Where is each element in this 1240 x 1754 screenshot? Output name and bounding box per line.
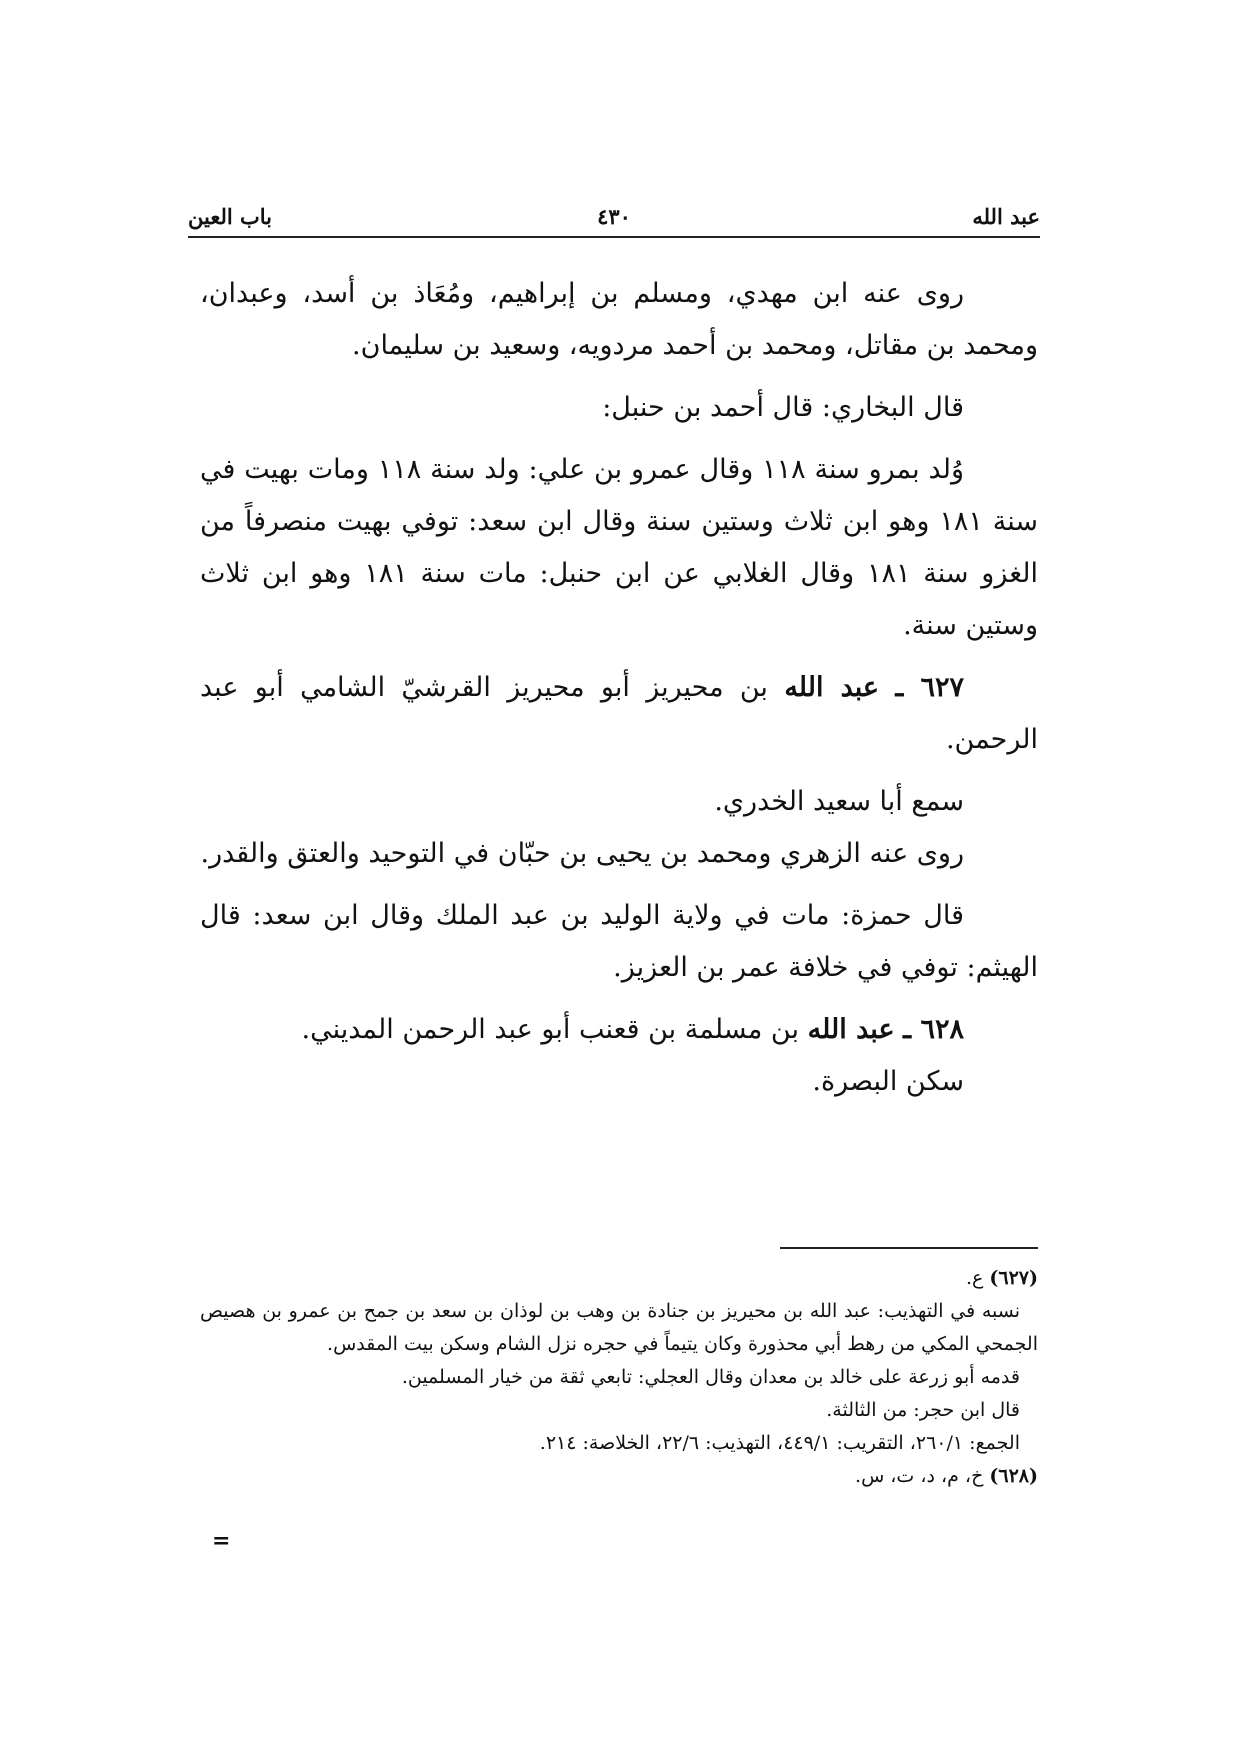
- footnote-ref: (٦٢٨): [989, 1465, 1038, 1487]
- paragraph-narrators: روى عنه ابن مهدي، ومسلم بن إبراهيم، ومُعَاذ بن أسد، وعبدان، ومحمد بن مقاتل، ومحمد بن أحمد مردويه، وسعيد بن سليمان.: [200, 278, 1038, 361]
- page-number: ٤٣٠: [597, 204, 631, 229]
- entry-lineage: بن محيريز أبو محيريز القرشيّ الشامي أبو عبد الرحمن.: [200, 672, 1038, 755]
- paragraph-bukhari-quote: قال البخاري: قال أحمد بن حنبل:: [602, 392, 964, 423]
- paragraph-death-report: قال حمزة: مات في ولاية الوليد بن عبد الملك وقال ابن سعد: قال الهيثم: توفي في خلافة عمر بن العزيز.: [200, 900, 1038, 983]
- header-entry-name: عبد الله: [972, 204, 1040, 229]
- paragraph-residence: سكن البصرة.: [812, 1066, 964, 1097]
- footnote-code: ع.: [965, 1267, 984, 1289]
- continuation-mark: =: [212, 1528, 231, 1554]
- running-header: [188, 202, 1040, 236]
- header-rule: [188, 236, 1040, 238]
- footnote-628-header: [200, 1460, 1038, 1493]
- main-text: [200, 268, 1038, 1108]
- footnote-code: خ، م، د، ت، س.: [855, 1465, 984, 1487]
- entry-name: عبد الله: [784, 672, 880, 703]
- footnotes: [200, 1262, 1038, 1493]
- footnote-rule: [780, 1247, 1038, 1249]
- footnote-627-ibn-hajar: قال ابن حجر: من الثالثة.: [826, 1399, 1020, 1421]
- entry-627: [200, 662, 1038, 766]
- footnote-627-grading: قدمه أبو زرعة على خالد بن معدان وقال العجلي: تابعي ثقة من خيار المسلمين.: [401, 1366, 1020, 1388]
- entry-lineage: بن مسلمة بن قعنب أبو عبد الرحمن المديني.: [301, 1014, 799, 1045]
- paragraph-birth-death: وُلد بمرو سنة ١١٨ وقال عمرو بن علي: ولد سنة ١١٨ ومات بهيت في سنة ١٨١ وهو ابن ثلاث وستين سنة وقال ابن سعد: توفي بهيت منصرفاً من الغزو سنة ١٨١ وقال الغلابي عن ابن حنبل: مات سنة ١٨١ وهو ابن ثلاث وستين سنة.: [200, 454, 1038, 641]
- entry-name: عبد الله: [807, 1014, 895, 1045]
- entry-628: [200, 1004, 1038, 1056]
- footnote-627-header: [200, 1262, 1038, 1295]
- paragraph-heard-from: سمع أبا سعيد الخدري.: [714, 786, 964, 817]
- entry-number: ٦٢٧ ـ: [895, 672, 964, 703]
- entry-number: ٦٢٨ ـ: [903, 1014, 964, 1045]
- paragraph-narrated-by: روى عنه الزهري ومحمد بن يحيى بن حبّان في التوحيد والعتق والقدر.: [200, 838, 964, 869]
- header-chapter-title: باب العين: [188, 204, 273, 229]
- footnote-627-sources: الجمع: ٢٦٠/١، التقريب: ٤٤٩/١، التهذيب: ٢٢/٦، الخلاصة: ٢١٤.: [539, 1432, 1020, 1454]
- footnote-ref: (٦٢٧): [989, 1267, 1038, 1289]
- footnote-627-lineage: نسبه في التهذيب: عبد الله بن محيريز بن جنادة بن وهب بن لوذان بن سعد بن جمح بن عمرو بن هصيص الجمحي المكي من رهط أبي محذورة وكان يتيماً في حجره نزل الشام وسكن بيت المقدس.: [200, 1300, 1038, 1355]
